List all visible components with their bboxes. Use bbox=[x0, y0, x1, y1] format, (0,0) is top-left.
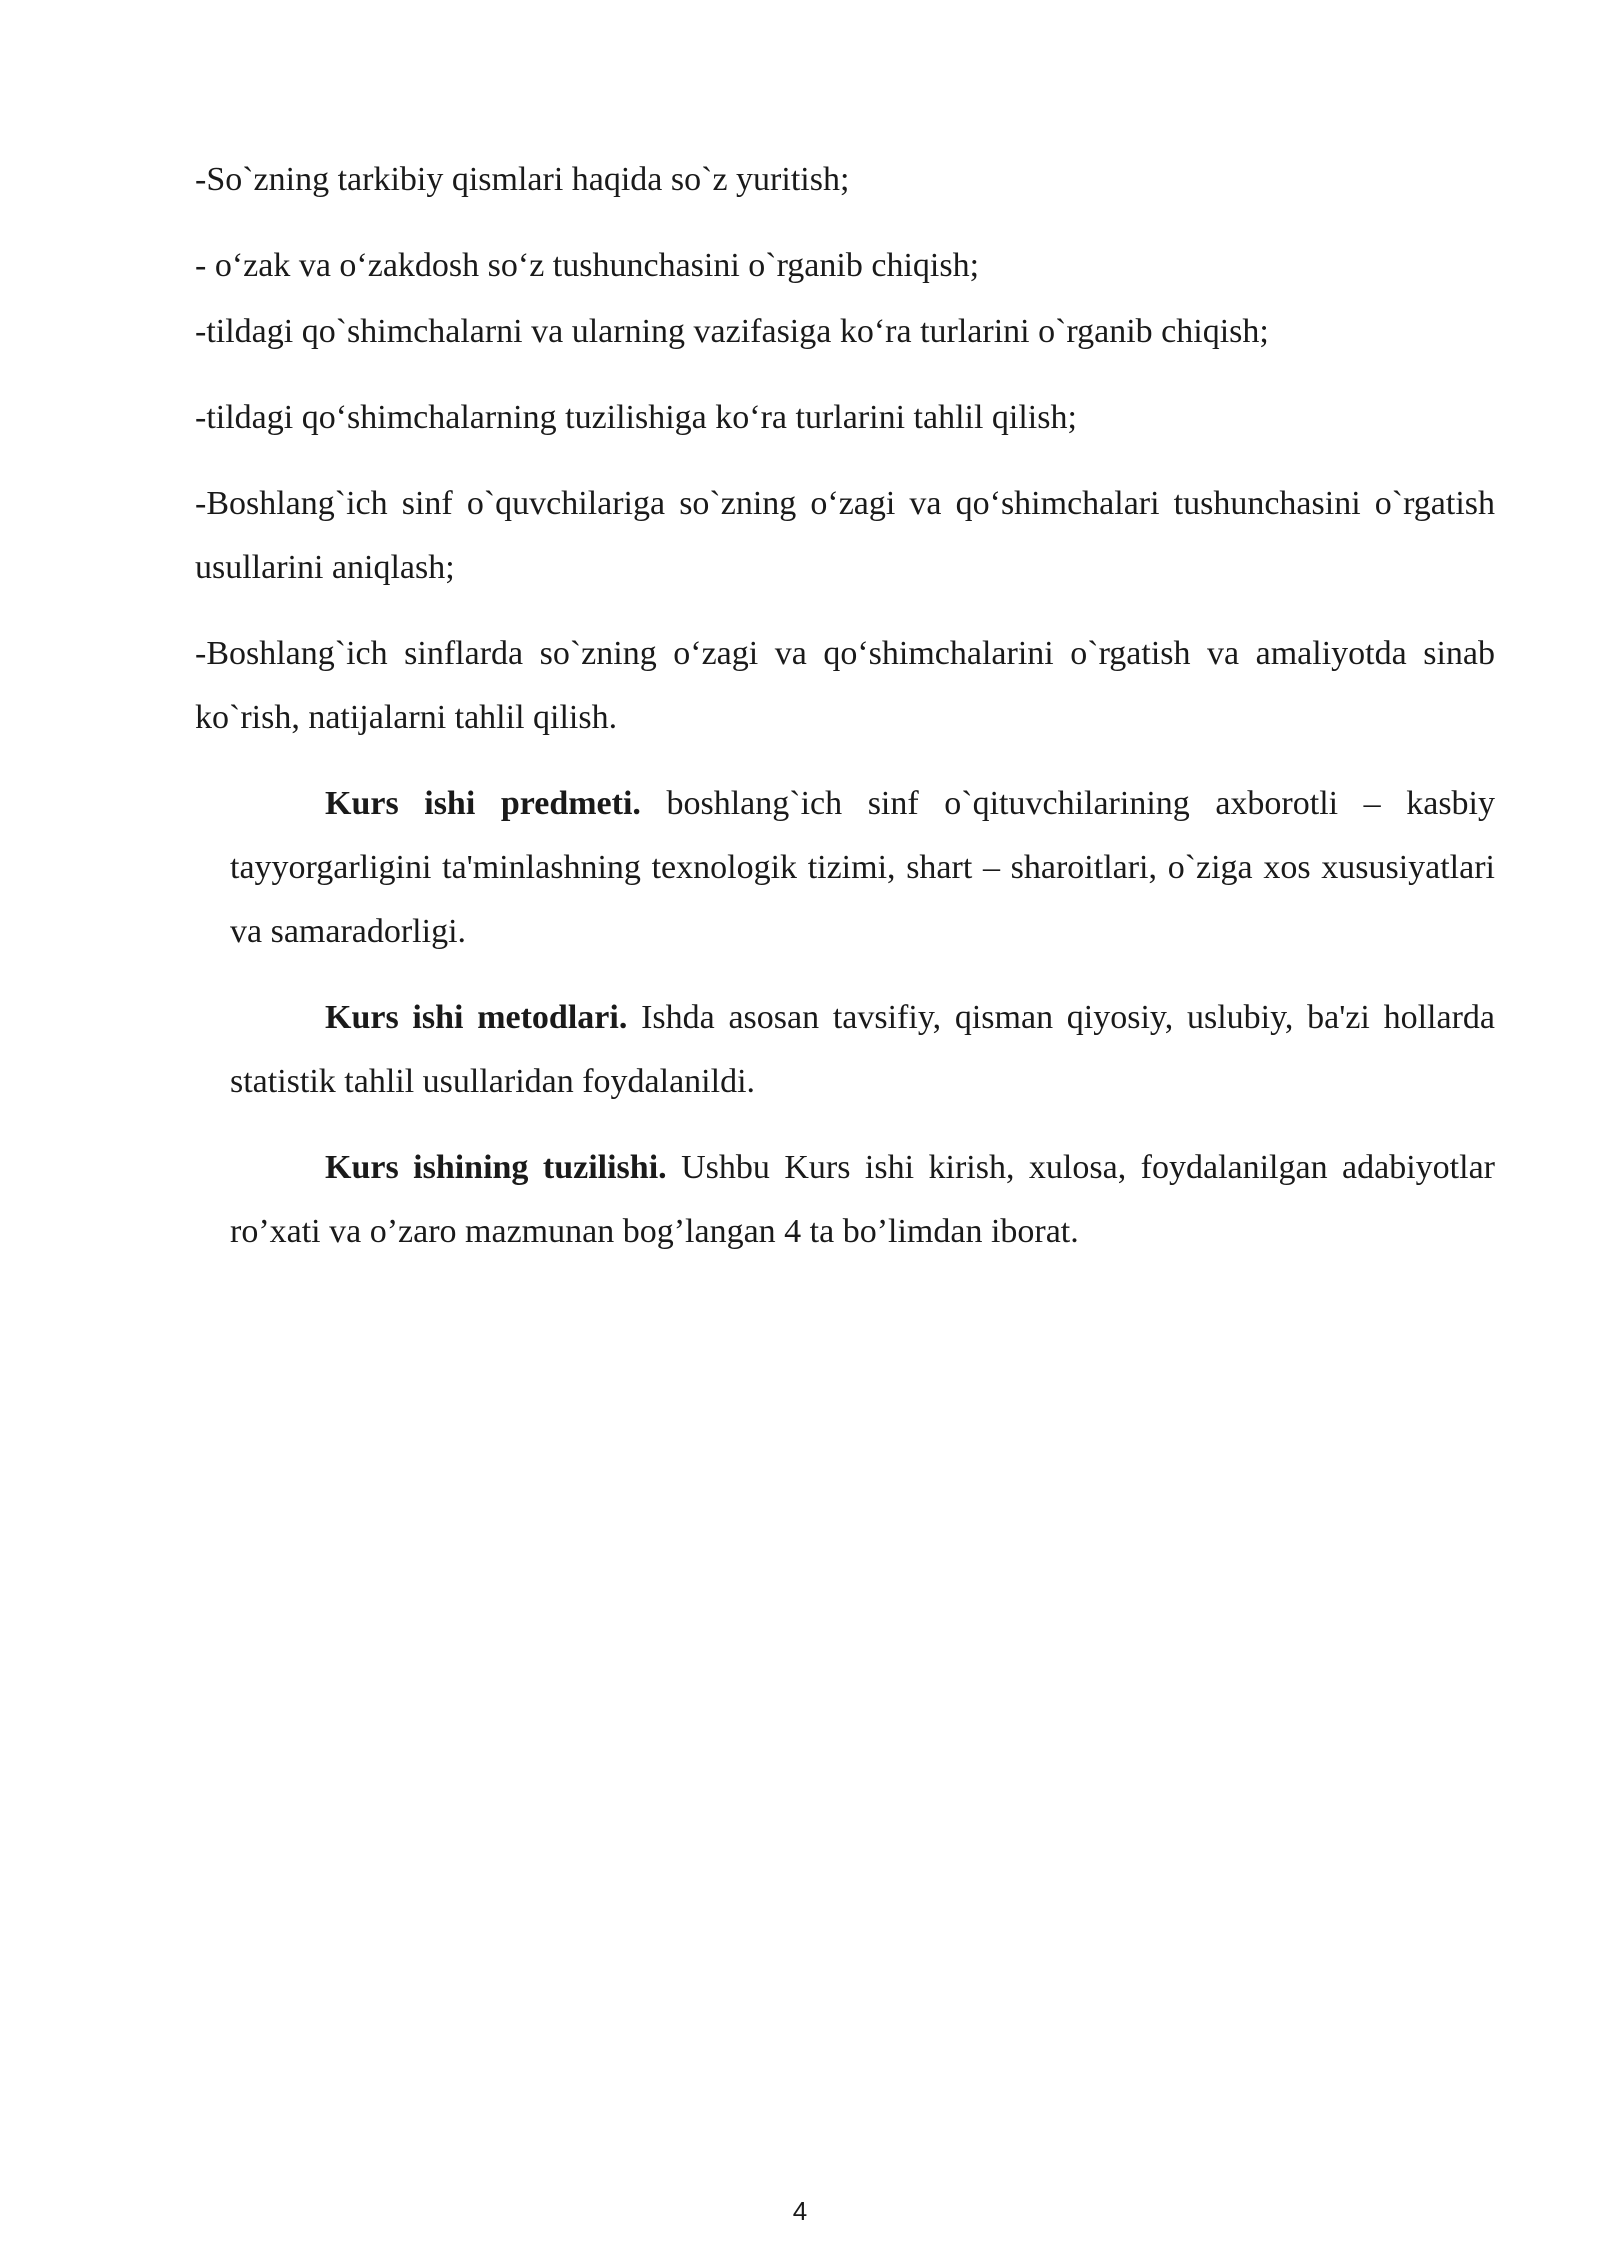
objective-item: -So`zning tarkibiy qismlari haqida so`z yuritish; bbox=[195, 161, 850, 198]
objective-item: -tildagi qo`shimchalarni va ularning vazifasiga ko‘ra turlarini o`rganib chiqish; bbox=[195, 313, 1269, 350]
section-title: Kurs ishining tuzilishi. bbox=[325, 1149, 667, 1186]
page-number: 4 bbox=[792, 2196, 808, 2226]
objective-item: -tildagi qo‘shimchalarning tuzilishiga ko‘ra turlarini tahlil qilish; bbox=[195, 399, 1077, 436]
section-methods bbox=[230, 986, 1495, 1114]
section-title: Kurs ishi metodlari. bbox=[325, 999, 628, 1036]
objective-item: - o‘zak va o‘zakdosh so‘z tushunchasini o`rganib chiqish; bbox=[195, 247, 980, 284]
section-structure bbox=[230, 1136, 1495, 1264]
section-subject bbox=[230, 772, 1495, 964]
section-text: Ushbu Kurs ishi kirish, xulosa, foydalanilgan adabiyotlar ro’xati va o’zaro mazmunan bog’langan 4 ta bo’limdan iborat. bbox=[230, 1149, 1495, 1250]
page-content bbox=[195, 148, 1495, 1264]
objective-item: -Boshlang`ich sinf o`quvchilariga so`zning o‘zagi va qo‘shimchalari tushunchasini o`rgatish usullarini aniqlash; bbox=[195, 485, 1495, 586]
section-text: Ishda asosan tavsifiy, qisman qiyosiy, uslubiy, ba'zi hollarda statistik tahlil usullaridan foydalanildi. bbox=[230, 999, 1496, 1100]
objective-item: -Boshlang`ich sinflarda so`zning o‘zagi va qo‘shimchalarini o`rgatish va amaliyotda sinab ko`rish, natijalarni tahlil qilish. bbox=[195, 635, 1495, 736]
section-title: Kurs ishi predmeti. bbox=[325, 785, 641, 822]
section-text: boshlang`ich sinf o`qituvchilarining axborotli – kasbiy tayyorgarligini ta'minlashning texnologik tizimi, shart – sharoitlari, o`ziga xos xususiyatlari va samaradorligi. bbox=[230, 785, 1495, 950]
